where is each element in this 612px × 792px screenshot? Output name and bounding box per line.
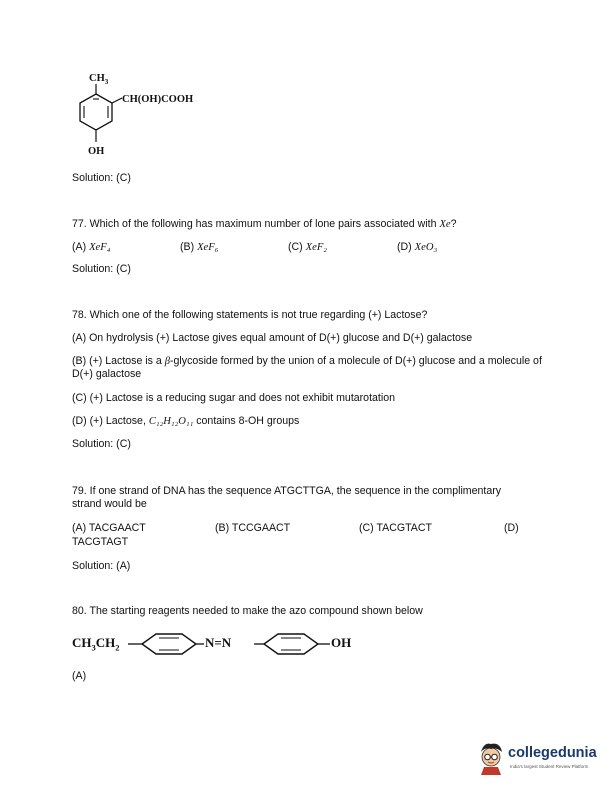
hydroxyl-label: OH xyxy=(88,146,105,157)
q78-option-a: (A) On hydrolysis (+) Lactose gives equal amount of D(+) glucose and D(+) galactose xyxy=(72,332,473,344)
azo-right-group: OH xyxy=(331,635,352,650)
mascot-icon xyxy=(476,740,506,776)
q78-solution: Solution: (C) xyxy=(72,438,131,450)
q79-option-a: (A) TACGAACT xyxy=(72,522,146,534)
q77-option-d: (D) XeO₃ xyxy=(397,241,438,253)
methyl-label: $CH_3$ xyxy=(89,73,109,87)
azo-compound-structure xyxy=(128,628,358,660)
q80-question: 80. The starting reagents needed to make the azo compound shown below xyxy=(72,605,423,617)
azo-middle-group: N=N xyxy=(205,635,232,650)
q80-option-a: (A) xyxy=(72,670,87,682)
q79-solution: Solution: (A) xyxy=(72,560,131,572)
q77-question: 77. Which of the following has maximum number of lone pairs associated with Xe? xyxy=(72,218,457,230)
q76-solution: Solution: (C) xyxy=(72,172,131,184)
q77-option-b: (B) XeF₆ xyxy=(180,241,219,253)
q77-solution: Solution: (C) xyxy=(72,263,131,275)
q79-option-d-value: TACGTAGT xyxy=(72,536,129,548)
collegedunia-logo xyxy=(476,740,606,776)
q78-option-c: (C) (+) Lactose is a reducing sugar and does not exhibit mutarotation xyxy=(72,392,395,404)
azo-left-group: $CH_3CH_2$ xyxy=(72,635,120,653)
q79-option-c: (C) TACGTACT xyxy=(359,522,432,534)
q78-option-b: (B) (+) Lactose is a β-glycoside formed by the union of a molecule of D(+) glucose and a molecule of D(+) galactose xyxy=(72,355,542,380)
side-chain-label: CH(OH)COOH xyxy=(122,94,194,105)
q79-question: 79. If one strand of DNA has the sequence ATGCTTGA, the sequence in the complimentary strand would be xyxy=(72,485,502,510)
logo-tagline: India's largest Student Review Platform xyxy=(510,764,589,769)
q78-question: 78. Which one of the following statements is not true regarding (+) Lactose? xyxy=(72,309,428,321)
q77-option-a: (A) XeF₄ xyxy=(72,241,111,253)
q79-option-b: (B) TCCGAACT xyxy=(215,522,291,534)
logo-name: collegedunia xyxy=(508,745,597,761)
q78-option-d: (D) (+) Lactose, C₁₂H₁₂O₁₁ contains 8-OH groups xyxy=(72,415,300,427)
q77-option-c: (C) XeF₂ xyxy=(288,241,327,253)
q79-option-d-label: (D) xyxy=(504,522,519,534)
